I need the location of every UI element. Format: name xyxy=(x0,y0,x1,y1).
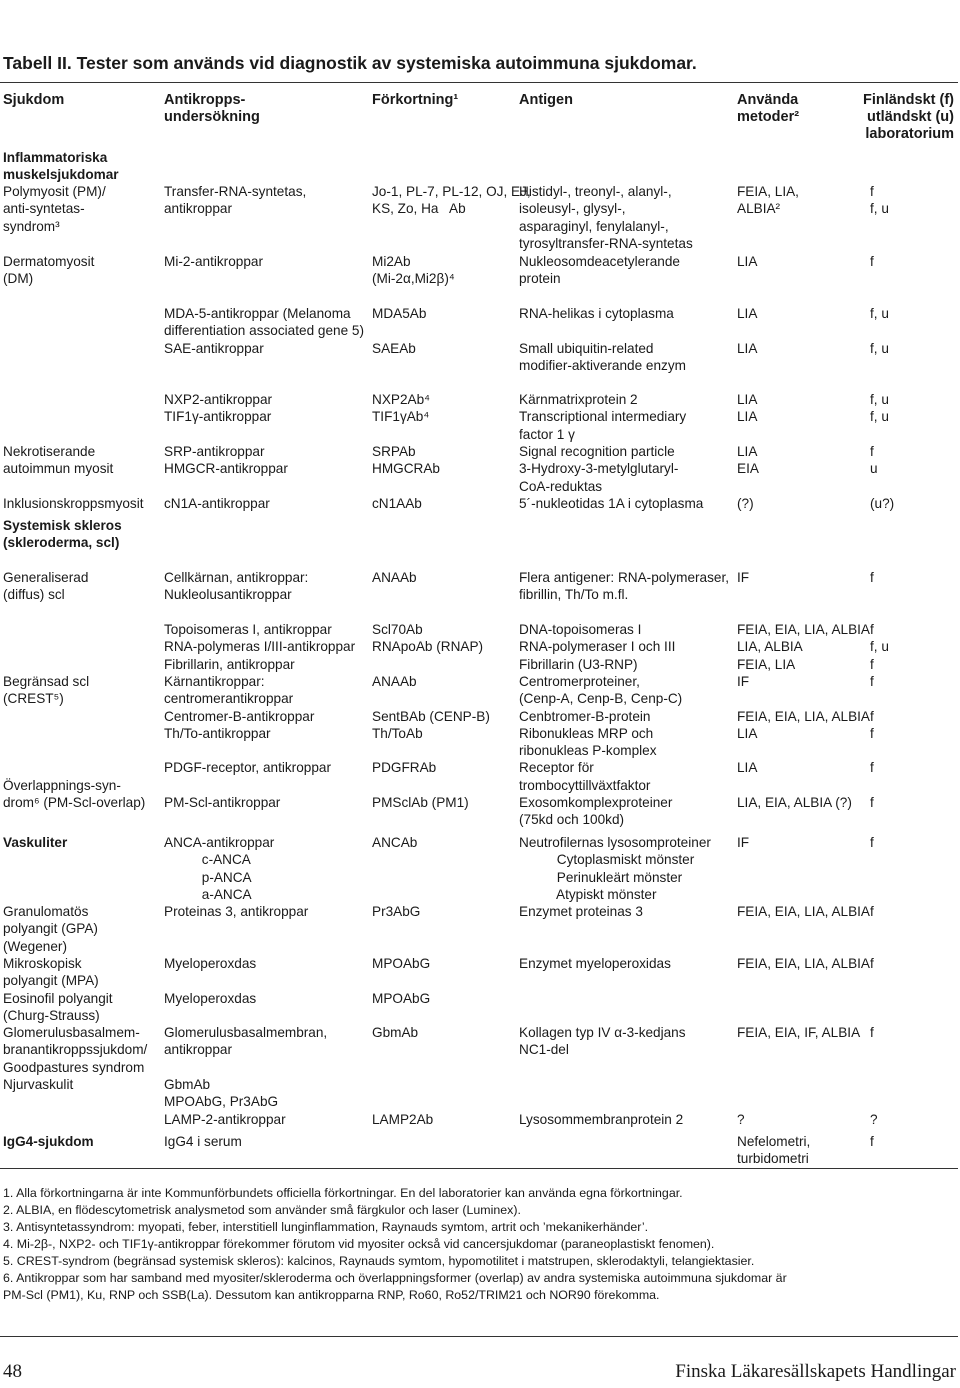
column-header: metoder² xyxy=(737,109,800,125)
table-cell: HMGCRAb xyxy=(372,461,440,477)
table-cell: f xyxy=(870,760,874,776)
table-cell: u xyxy=(870,461,878,477)
table-cell: RNApoAb (RNAP) xyxy=(372,639,484,655)
table-cell: f, u xyxy=(870,392,889,407)
journal-name: Finska Läkaresällskapets Handlingar xyxy=(675,1361,956,1382)
table-cell: MPOAbG xyxy=(372,955,431,971)
table-cell: Nukleosomdeacetylerande xyxy=(519,254,680,269)
table-cell: antikroppar xyxy=(164,201,233,217)
table-cell: PDGFRAb xyxy=(372,760,437,776)
table-cell: HMGCR-antikroppar xyxy=(164,461,288,477)
table-cell: Cenbtromer-B-protein xyxy=(519,708,651,724)
table-cell: Mikroskopisk xyxy=(3,955,82,971)
table-cell: Systemisk skleros xyxy=(3,518,122,533)
table-cell: FEIA, LIA, xyxy=(737,184,799,199)
table-cell: Eosinofil polyangit xyxy=(3,990,113,1006)
table-cell: Ribonukleas MRP och xyxy=(519,725,654,741)
table-cell: Nukleolusantikroppar xyxy=(164,587,292,603)
column-header: Antigen xyxy=(519,92,573,108)
table-cell: Small ubiquitin-related xyxy=(519,340,654,356)
table-cell: FEIA, EIA, LIA, ALBIA xyxy=(737,622,870,637)
table-cell: ANCA-antikroppar xyxy=(164,835,275,850)
table-cell: muskelsjukdomar xyxy=(3,167,119,183)
table-cell: (CREST⁵) xyxy=(3,691,64,707)
table-cell: Scl70Ab xyxy=(372,622,423,637)
table-cell: MDA5Ab xyxy=(372,306,427,321)
table-cell: 5´-nukleotidas 1A i cytoplasma xyxy=(519,495,704,511)
table-cell: Dermatomyosit xyxy=(3,254,95,269)
table-cell: f xyxy=(870,835,874,850)
table-cell: f xyxy=(870,795,874,810)
table-cell: RNA-helikas i cytoplasma xyxy=(519,306,674,321)
table-cell: f, u xyxy=(870,201,889,217)
table-cell: f xyxy=(870,656,874,672)
table-cell: SRP-antikroppar xyxy=(164,443,265,459)
table-cell: IF xyxy=(737,673,750,689)
table-cell: Glomerulusbasalmem- xyxy=(3,1025,140,1041)
table-cell: LIA xyxy=(737,760,758,776)
column-header: Förkortning¹ xyxy=(372,92,459,108)
table-cell: FEIA, EIA, IF, ALBIA xyxy=(737,1025,861,1041)
table-cell: Myeloperoxdas xyxy=(164,955,257,971)
table-cell: DNA-topoisomeras I xyxy=(519,622,642,637)
table-cell: f xyxy=(870,570,874,585)
table-cell: TIF1γAb⁴ xyxy=(372,409,430,425)
table-cell: GbmAb xyxy=(372,1025,419,1041)
table-cell: Njurvaskulit xyxy=(3,1077,74,1092)
table-cell: ? xyxy=(737,1111,745,1127)
table-cell: c-ANCA xyxy=(164,852,251,868)
table-cell: PM-Scl-antikroppar xyxy=(164,795,281,810)
table-cell: modifier-aktiverande enzym xyxy=(519,357,686,373)
table-cell: f xyxy=(870,622,874,637)
table-cell: ribonukleas P-komplex xyxy=(519,743,657,759)
footnote: 6. Antikroppar som har samband med myositer/skleroderma och överlappningsformer (overlap) av andra systemiska autoimmuna sjukdomar är xyxy=(3,1271,787,1285)
table-cell: Inklusionskroppsmyosit xyxy=(3,495,144,511)
table-cell: ANAAb xyxy=(372,570,417,585)
column-header: Använda xyxy=(737,92,799,108)
table-cell: drom⁶ (PM-Scl-overlap) xyxy=(3,795,146,810)
table-cell: ANCAb xyxy=(372,835,418,850)
table-cell: Myeloperoxdas xyxy=(164,990,257,1006)
column-header: Antikropps- xyxy=(164,92,246,108)
table-cell: f xyxy=(870,1025,874,1041)
table-cell: (Mi-2α,Mi2β)⁴ xyxy=(372,271,455,287)
table-cell: factor 1 γ xyxy=(519,426,575,442)
table-cell: protein xyxy=(519,271,561,287)
table-cell: Överlappnings-syn- xyxy=(3,777,121,793)
table-cell: asparaginyl, fenylalanyl-, xyxy=(519,218,669,234)
table-cell: Neutrofilernas lysosomproteiner xyxy=(519,835,711,850)
column-header: utländskt (u) xyxy=(867,109,954,125)
table-cell: IgG4-sjukdom xyxy=(3,1134,94,1149)
table-cell: (DM) xyxy=(3,271,34,287)
column-header: Sjukdom xyxy=(3,92,65,108)
table-cell: Centromer-B-antikroppar xyxy=(164,708,315,724)
page-number: 48 xyxy=(3,1361,22,1382)
table-cell: f xyxy=(870,673,874,689)
table-cell: Granulomatös xyxy=(3,904,89,919)
table-cell: Begränsad scl xyxy=(3,673,90,689)
table-cell: Goodpastures syndrom xyxy=(3,1059,145,1075)
table-cell: EIA xyxy=(737,461,759,477)
table-cell: polyangit (MPA) xyxy=(3,973,99,989)
table-cell: Enzymet myeloperoxidas xyxy=(519,955,671,971)
table-cell: (Churg-Strauss) xyxy=(3,1007,100,1023)
table-cell: SRPAb xyxy=(372,443,416,459)
table-cell: autoimmun myosit xyxy=(3,461,114,477)
table-cell: NXP2Ab⁴ xyxy=(372,392,430,407)
table-cell: Exosomkomplexproteiner xyxy=(519,795,673,810)
table-cell: (Wegener) xyxy=(3,938,67,954)
table-cell: Centromerproteiner, xyxy=(519,673,640,689)
footnote: 2. ALBIA, en flödescytometrisk analysmetod som använder små färgkulor och laser (Luminex). xyxy=(3,1203,521,1217)
table-cell: LAMP2Ab xyxy=(372,1111,434,1127)
table-cell: MPOAbG, Pr3AbG xyxy=(164,1094,279,1110)
footnote: 3. Antisyntetassyndrom: myopati, feber, interstitiell lunginflammation, Raynauds symtom, artrit och ’mekanikerhänder’. xyxy=(3,1220,649,1234)
table-cell: LIA xyxy=(737,306,758,321)
table-cell: f, u xyxy=(870,340,889,356)
table-cell: KS, Zo, Ha Ab xyxy=(372,201,466,217)
table-cell: Fibrillarin, antikroppar xyxy=(164,656,295,672)
table-cell: MDA-5-antikroppar (Melanoma xyxy=(164,306,351,321)
table-bottom-rule xyxy=(0,1168,958,1169)
table-cell: Kärnantikroppar: xyxy=(164,673,265,689)
table-cell: FEIA, EIA, LIA, ALBIA xyxy=(737,708,870,724)
table-cell: differentiation associated gene 5) xyxy=(164,323,365,339)
table-cell: MPOAbG xyxy=(372,990,431,1006)
table-cell: f xyxy=(870,254,874,269)
table-cell: Flera antigener: RNA-polymeraser, xyxy=(519,570,730,585)
table-cell: Fibrillarin (U3-RNP) xyxy=(519,656,638,672)
table-cell: Nefelometri, xyxy=(737,1134,811,1149)
table-cell: IgG4 i serum xyxy=(164,1134,242,1149)
table-cell: NXP2-antikroppar xyxy=(164,392,273,407)
table-cell: Histidyl-, treonyl-, alanyl-, xyxy=(519,184,672,199)
table-cell: SAE-antikroppar xyxy=(164,340,264,356)
table-cell: Transcriptional intermediary xyxy=(519,409,687,425)
table-cell: Pr3AbG xyxy=(372,904,421,919)
table-cell: TIF1γ-antikroppar xyxy=(164,409,272,425)
table-cell: (Cenp-A, Cenp-B, Cenp-C) xyxy=(519,691,683,707)
table-cell: 3-Hydroxy-3-metylglutaryl- xyxy=(519,461,679,477)
table-cell: CoA-reduktas xyxy=(519,478,603,494)
table-cell: polyangit (GPA) xyxy=(3,921,98,937)
table-cell: LIA xyxy=(737,409,758,425)
table-cell: Lysosommembranprotein 2 xyxy=(519,1111,684,1127)
table-cell: Jo-1, PL-7, PL-12, OJ, EJ, xyxy=(372,184,531,199)
table-cell: FEIA, EIA, LIA, ALBIA xyxy=(737,904,870,919)
table-cell: Generaliserad xyxy=(3,570,89,585)
table-cell: IF xyxy=(737,835,750,850)
table-cell: RNA-polymeraser I och III xyxy=(519,639,676,655)
table-cell: a-ANCA xyxy=(164,886,252,902)
table-cell: LIA, ALBIA xyxy=(737,639,803,655)
table-cell: ALBIA² xyxy=(737,201,781,217)
table-cell: LIA xyxy=(737,254,758,269)
table-cell: f xyxy=(870,708,874,724)
table-cell: LIA xyxy=(737,443,758,459)
table-cell: cN1A-antikroppar xyxy=(164,495,270,511)
table-top-rule xyxy=(0,82,958,83)
table-cell: PDGF-receptor, antikroppar xyxy=(164,760,331,776)
table-cell: f, u xyxy=(870,409,889,425)
table-cell: Cytoplasmiskt mönster xyxy=(519,852,695,868)
footer-rule xyxy=(0,1336,958,1337)
table-cell: RNA-polymeras I/III-antikroppar xyxy=(164,639,356,655)
table-cell: ? xyxy=(870,1111,878,1127)
table-cell: FEIA, EIA, LIA, ALBIA xyxy=(737,955,870,971)
table-cell: Signal recognition particle xyxy=(519,443,675,459)
table-cell: anti-syntetas- xyxy=(3,201,85,217)
table-cell: Proteinas 3, antikroppar xyxy=(164,904,309,919)
table-cell: f xyxy=(870,443,874,459)
table-cell: Enzymet proteinas 3 xyxy=(519,904,643,919)
table-cell: isoleusyl-, glysyl-, xyxy=(519,201,626,217)
table-cell: Th/ToAb xyxy=(372,725,423,741)
table-cell: turbidometri xyxy=(737,1151,809,1167)
table-cell: f xyxy=(870,955,874,971)
table-cell: Inflammatoriska xyxy=(3,150,108,165)
table-cell: (diffus) scl xyxy=(3,587,65,603)
footnote: 1. Alla förkortningarna är inte Kommunförbundets officiella förkortningar. En del laboratorier kan använda egna förkortningar. xyxy=(3,1186,683,1200)
table-cell: PMSclAb (PM1) xyxy=(372,795,469,810)
table-cell: Nekrotiserande xyxy=(3,443,96,459)
table-cell: SAEAb xyxy=(372,340,416,356)
table-cell: cN1AAb xyxy=(372,495,422,511)
table-cell: ANAAb xyxy=(372,673,417,689)
table-cell: Vaskuliter xyxy=(3,835,68,850)
table-cell: p-ANCA xyxy=(164,869,252,885)
table-title: Tabell II. Tester som används vid diagnostik av systemiska autoimmuna sjukdomar. xyxy=(3,53,697,73)
table-cell: centromerantikroppar xyxy=(164,691,294,707)
table-cell: f xyxy=(870,904,874,919)
footnote: 4. Mi-2β-, NXP2- och TIF1γ-antikroppar förekommer förutom vid myositer också vid cancersjukdomar (paraneoplastiskt fenomen). xyxy=(3,1237,715,1251)
footnote: PM-Scl (PM1), Ku, RNP och SSB(La). Dessutom kan antikropparna RNP, Ro60, Ro52/TRIM21 och NOR90 förekomma. xyxy=(3,1288,660,1302)
table-cell: Topoisomeras I, antikroppar xyxy=(164,622,332,637)
table-cell: Kärnmatrixprotein 2 xyxy=(519,392,638,407)
table-cell: (skleroderma, scl) xyxy=(3,535,120,551)
column-header: laboratorium xyxy=(865,126,954,142)
table-cell: syndrom³ xyxy=(3,218,60,234)
table-cell: LIA, EIA, ALBIA (?) xyxy=(737,795,852,810)
column-header: undersökning xyxy=(164,109,260,125)
table-cell: Transfer-RNA-syntetas, xyxy=(164,184,307,199)
table-cell: f xyxy=(870,1134,874,1149)
table-cell: (u?) xyxy=(870,495,895,511)
table-cell: Receptor för xyxy=(519,760,594,776)
table-cell: GbmAb xyxy=(164,1077,211,1092)
table-cell: tyrosyltransfer-RNA-syntetas xyxy=(519,235,693,251)
table-cell: LAMP-2-antikroppar xyxy=(164,1111,286,1127)
table-cell: (75kd och 100kd) xyxy=(519,812,625,828)
table-cell: Kollagen typ IV α-3-kedjans xyxy=(519,1025,686,1041)
table-cell: (?) xyxy=(737,495,754,511)
table-cell: Mi-2-antikroppar xyxy=(164,254,263,269)
table-cell: f xyxy=(870,184,874,199)
table-cell: f xyxy=(870,725,874,741)
table-cell: FEIA, LIA xyxy=(737,656,796,672)
table-cell: branantikroppssjukdom/ xyxy=(3,1042,148,1058)
table-cell: LIA xyxy=(737,340,758,356)
table-cell: NC1-del xyxy=(519,1042,569,1058)
table-cell: antikroppar xyxy=(164,1042,233,1058)
footnote: 5. CREST-syndrom (begränsad systemisk skleros): kalcinos, Raynauds symtom, hypomotilitet i matstrupen, sklerodaktyli, telangiektasier. xyxy=(3,1254,755,1268)
table-cell: LIA xyxy=(737,725,758,741)
table-cell: Polymyosit (PM)/ xyxy=(3,184,106,199)
table-cell: IF xyxy=(737,570,750,585)
table-cell: SentBAb (CENP-B) xyxy=(372,708,490,724)
column-header: Finländskt (f) xyxy=(862,92,954,108)
table-cell: trombocyttillväxtfaktor xyxy=(519,777,651,793)
table-cell: fibrillin, Th/To m.fl. xyxy=(519,587,629,603)
table-cell: Glomerulusbasalmembran, xyxy=(164,1025,328,1041)
table-cell: Th/To-antikroppar xyxy=(164,725,271,741)
table-cell: LIA xyxy=(737,392,758,407)
table-cell: Perinukleärt mönster xyxy=(519,869,683,885)
table-cell: Cellkärnan, antikroppar: xyxy=(164,570,309,585)
table-cell: f, u xyxy=(870,639,889,655)
table-cell: Atypiskt mönster xyxy=(519,886,657,902)
table-cell: Mi2Ab xyxy=(372,254,411,269)
table-cell: f, u xyxy=(870,306,889,321)
